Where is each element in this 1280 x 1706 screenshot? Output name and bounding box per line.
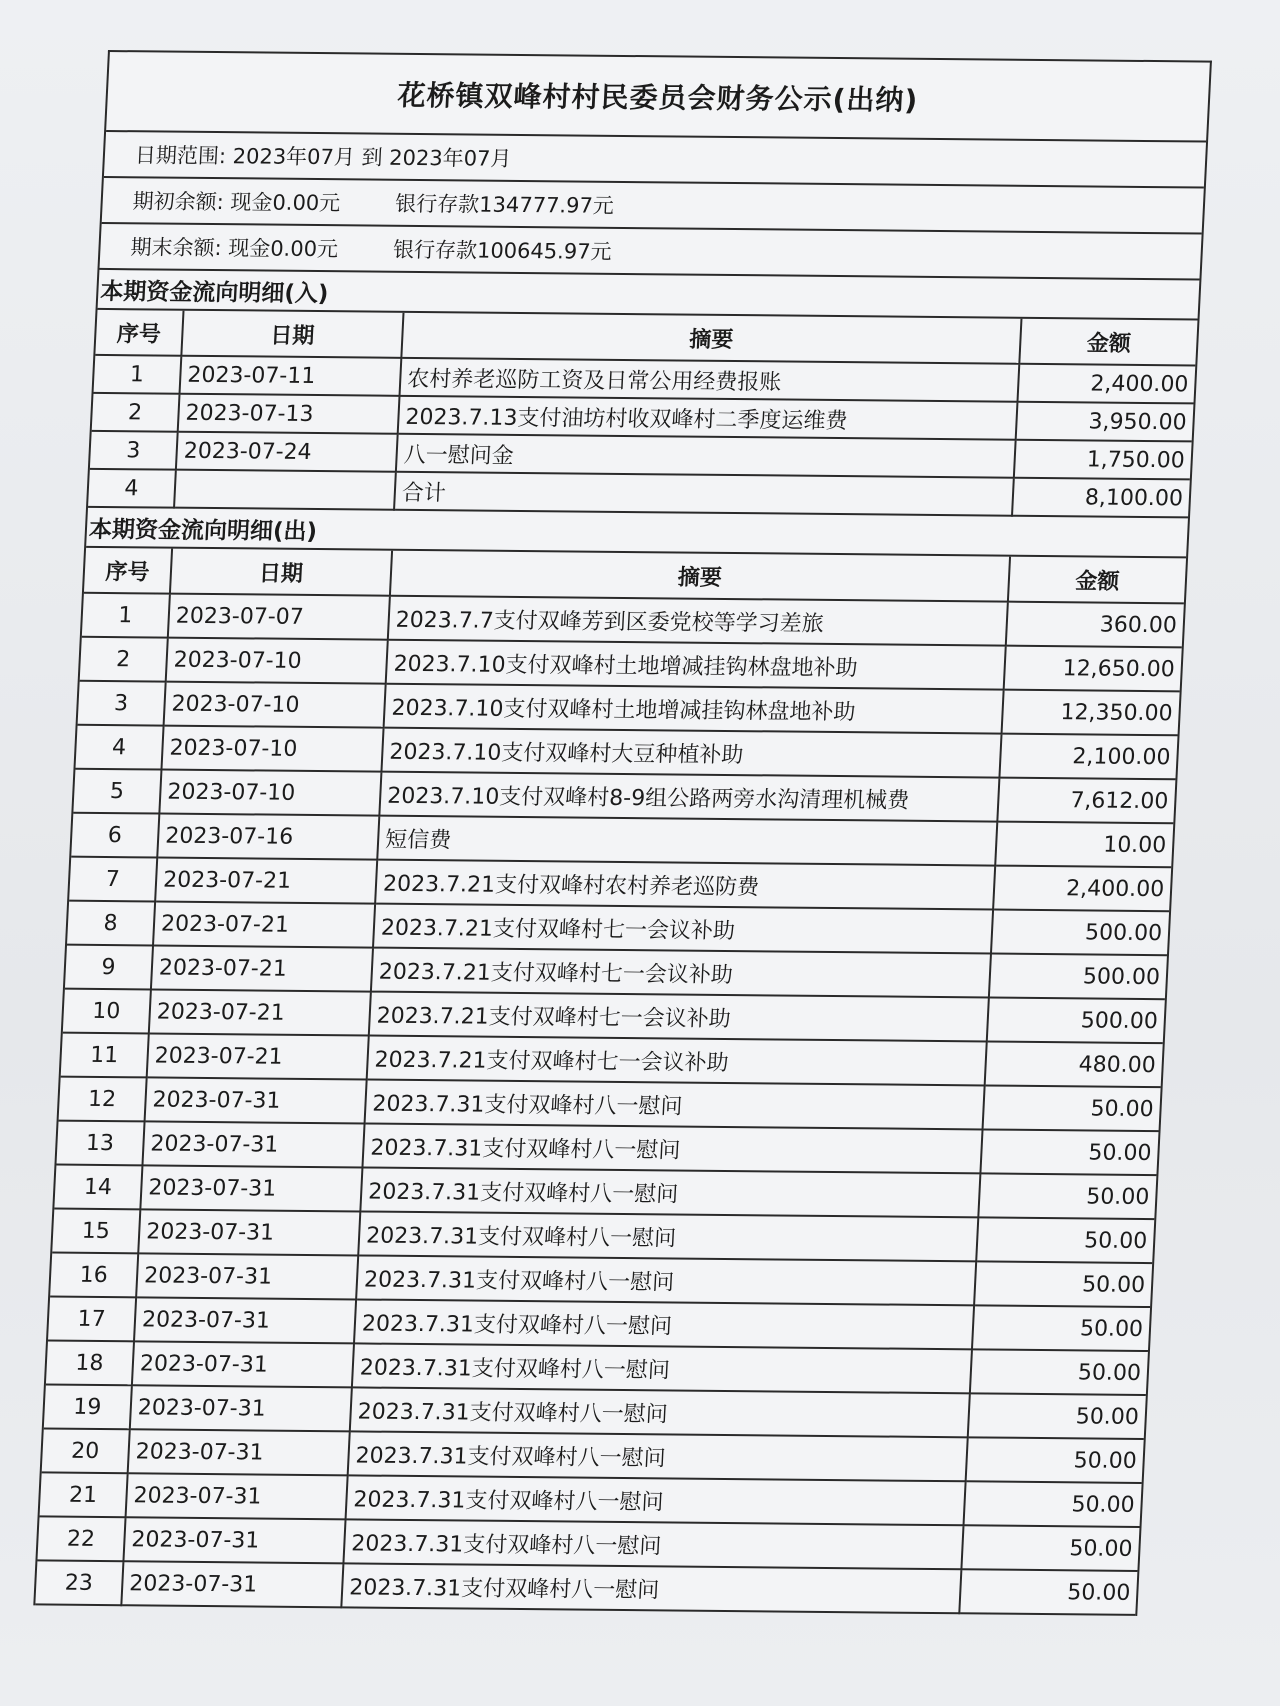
row-date: 2023-07-21: [153, 901, 375, 947]
row-date: 2023-07-31: [121, 1561, 343, 1607]
row-amount: 500.00: [987, 997, 1165, 1043]
row-date: 2023-07-31: [134, 1297, 356, 1343]
row-summary: 2023.7.31支付双峰村八一慰问: [341, 1563, 961, 1613]
row-summary: 2023.7.31支付双峰村八一慰问: [354, 1299, 974, 1349]
row-date: 2023-07-31: [145, 1077, 367, 1123]
row-number: 22: [37, 1516, 125, 1561]
header-no: 序号: [84, 548, 172, 594]
row-amount: 500.00: [991, 910, 1169, 956]
row-date: 2023-07-31: [132, 1341, 354, 1387]
row-date: 2023-07-21: [147, 1033, 369, 1079]
expense-rows: [35, 593, 1184, 1615]
row-number: 8: [67, 901, 155, 946]
row-summary: 2023.7.31支付双峰村八一慰问: [360, 1167, 980, 1217]
row-number: 7: [69, 857, 157, 902]
income-rows: [88, 355, 1195, 517]
row-number: 6: [71, 813, 159, 858]
row-amount: 7,612.00: [997, 778, 1175, 824]
row-amount: 12,350.00: [1002, 690, 1180, 736]
row-amount: 50.00: [966, 1437, 1144, 1483]
row-amount: 1,750.00: [1014, 440, 1192, 480]
row-summary: 农村养老巡防工资及日常公用经费报账: [400, 358, 1020, 402]
row-date: 2023-07-16: [157, 814, 379, 860]
row-number: 16: [50, 1253, 138, 1298]
row-date: 2023-07-10: [159, 770, 381, 816]
row-summary: 2023.7.31支付双峰村八一慰问: [356, 1255, 976, 1305]
row-amount: 500.00: [989, 954, 1167, 1000]
row-number: 4: [88, 469, 176, 508]
header-date: 日期: [181, 311, 403, 358]
row-amount: 360.00: [1006, 602, 1184, 648]
row-number: 1: [82, 593, 170, 638]
row-summary: 2023.7.31支付双峰村八一慰问: [350, 1387, 970, 1437]
row-amount: 50.00: [961, 1525, 1139, 1571]
row-summary: 2023.7.31支付双峰村八一慰问: [358, 1211, 978, 1261]
row-summary: 2023.7.21支付双峰村七一会议补助: [369, 992, 989, 1042]
row-summary: 2023.7.31支付双峰村八一慰问: [343, 1519, 963, 1569]
row-amount: 50.00: [978, 1173, 1156, 1219]
row-date: 2023-07-31: [138, 1209, 360, 1255]
row-summary: 2023.7.10支付双峰村8-9组公路两旁水沟清理机械费: [379, 772, 999, 822]
row-number: 1: [94, 355, 182, 394]
row-date: 2023-07-10: [164, 682, 386, 728]
date-range: 日期范围: 2023年07月 到 2023年07月: [134, 143, 512, 171]
header-no: 序号: [95, 310, 183, 356]
row-date: 2023-07-31: [128, 1429, 350, 1475]
opening-cash: 期初余额: 现金0.00元: [132, 189, 341, 216]
row-date: 2023-07-10: [161, 726, 383, 772]
row-amount: 50.00: [964, 1481, 1142, 1527]
row-amount: 2,400.00: [1017, 364, 1195, 404]
row-amount: 10.00: [995, 822, 1173, 868]
opening-bank: 银行存款134777.97元: [394, 191, 615, 218]
row-date: 2023-07-31: [130, 1385, 352, 1431]
row-number: 20: [42, 1428, 130, 1473]
row-date: 2023-07-21: [155, 858, 377, 904]
row-number: 12: [59, 1077, 147, 1122]
closing-cash: 期末余额: 现金0.00元: [129, 235, 339, 262]
row-number: 19: [44, 1384, 132, 1429]
row-amount: 2,100.00: [999, 734, 1177, 780]
row-number: 23: [35, 1560, 123, 1605]
row-amount: 50.00: [970, 1349, 1148, 1395]
row-number: 5: [73, 769, 161, 814]
row-number: 11: [61, 1033, 149, 1078]
header-amount: 金额: [1019, 319, 1197, 366]
header-summary: 摘要: [401, 313, 1021, 364]
row-number: 3: [78, 681, 166, 726]
expense-section-title: 本期资金流向明细(出): [86, 508, 1188, 559]
row-date: 2023-07-31: [142, 1121, 364, 1167]
row-summary: 2023.7.31支付双峰村八一慰问: [365, 1080, 985, 1130]
row-date: 2023-07-31: [123, 1517, 345, 1563]
income-table: [88, 310, 1197, 518]
row-number: 14: [54, 1165, 142, 1210]
row-summary: 2023.7.31支付双峰村八一慰问: [352, 1343, 972, 1393]
row-number: 9: [65, 945, 153, 990]
expense-row: [35, 1560, 1137, 1615]
row-date: 2023-07-10: [166, 638, 388, 684]
row-amount: 50.00: [983, 1085, 1161, 1131]
row-summary: 2023.7.31支付双峰村八一慰问: [362, 1124, 982, 1174]
row-amount: 50.00: [980, 1129, 1158, 1175]
row-summary: 合计: [394, 472, 1014, 516]
row-number: 10: [63, 989, 151, 1034]
row-date: 2023-07-31: [140, 1165, 362, 1211]
row-number: 2: [80, 637, 168, 682]
row-summary: 八一慰问金: [396, 434, 1016, 478]
header-amount: 金额: [1008, 557, 1186, 604]
row-date: 2023-07-07: [168, 594, 390, 640]
row-summary: 2023.7.10支付双峰村土地增减挂钩林盘地补助: [386, 640, 1006, 690]
header-date: 日期: [170, 549, 392, 596]
row-date: 2023-07-21: [149, 989, 371, 1035]
finance-report-sheet: [33, 50, 1212, 1616]
income-section-title: 本期资金流向明细(入): [98, 270, 1200, 321]
row-date: 2023-07-24: [176, 432, 398, 472]
row-date: 2023-07-11: [180, 356, 402, 396]
row-amount: 3,950.00: [1016, 402, 1194, 442]
row-summary: 2023.7.21支付双峰村七一会议补助: [367, 1036, 987, 1086]
row-number: 4: [75, 725, 163, 770]
row-amount: 50.00: [976, 1217, 1154, 1263]
row-summary: 2023.7.31支付双峰村八一慰问: [348, 1431, 968, 1481]
row-amount: 50.00: [972, 1305, 1150, 1351]
row-summary: 短信费: [377, 816, 997, 866]
row-amount: 50.00: [968, 1393, 1146, 1439]
row-summary: 2023.7.7支付双峰芳到区委党校等学习差旅: [388, 596, 1008, 646]
row-amount: 50.00: [959, 1569, 1137, 1615]
row-amount: 480.00: [985, 1041, 1163, 1087]
row-number: 18: [46, 1340, 134, 1385]
row-number: 3: [90, 431, 178, 470]
row-date: [174, 470, 396, 510]
expense-table: [35, 548, 1186, 1616]
row-summary: 2023.7.13支付油坊村收双峰村二季度运维费: [398, 396, 1018, 440]
row-amount: 8,100.00: [1012, 478, 1190, 518]
closing-bank: 银行存款100645.97元: [392, 237, 613, 264]
row-summary: 2023.7.10支付双峰村大豆种植补助: [381, 728, 1001, 778]
row-date: 2023-07-13: [178, 394, 400, 434]
row-amount: 12,650.00: [1004, 646, 1182, 692]
row-number: 13: [56, 1121, 144, 1166]
row-number: 2: [92, 393, 180, 432]
row-date: 2023-07-31: [126, 1473, 348, 1519]
row-summary: 2023.7.21支付双峰村农村养老巡防费: [375, 860, 995, 910]
row-summary: 2023.7.10支付双峰村土地增减挂钩林盘地补助: [384, 684, 1004, 734]
row-amount: 50.00: [974, 1261, 1152, 1307]
row-summary: 2023.7.21支付双峰村七一会议补助: [371, 948, 991, 998]
row-number: 15: [52, 1209, 140, 1254]
row-summary: 2023.7.31支付双峰村八一慰问: [346, 1475, 966, 1525]
row-date: 2023-07-31: [136, 1253, 358, 1299]
row-number: 17: [48, 1297, 136, 1342]
header-summary: 摘要: [390, 551, 1010, 602]
row-amount: 2,400.00: [993, 866, 1171, 912]
report-title: 花桥镇双峰村村民委员会财务公示(出纳): [106, 52, 1210, 143]
row-date: 2023-07-21: [151, 945, 373, 991]
row-number: 21: [40, 1472, 128, 1517]
row-summary: 2023.7.21支付双峰村七一会议补助: [373, 904, 993, 954]
